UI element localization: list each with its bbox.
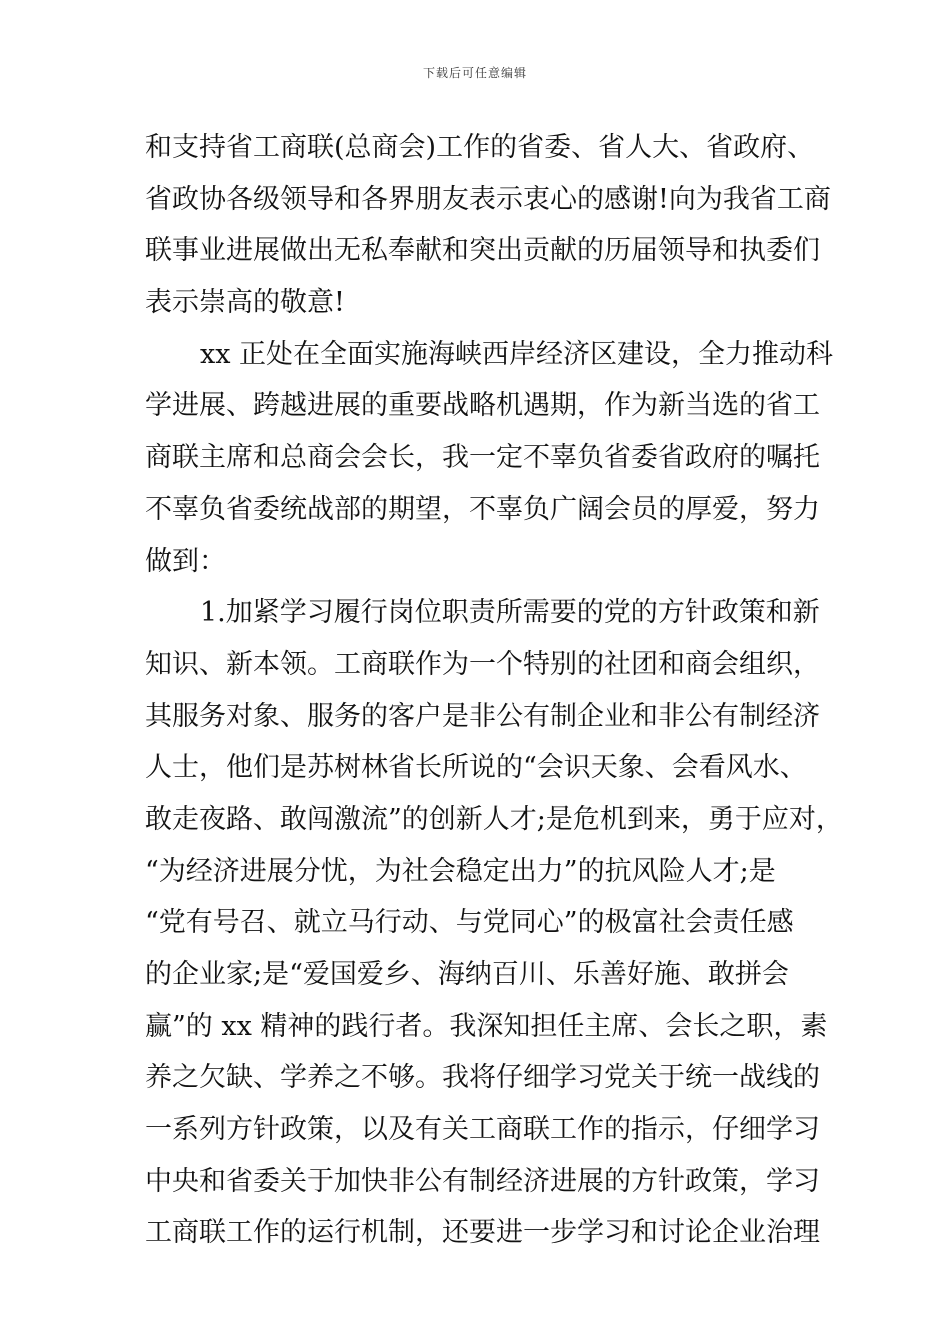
text-line: 赢”的 xx 精神的践行者。我深知担任主席、会长之职，素	[145, 1010, 828, 1042]
text-line: 敢走夜路、敢闯激流”的创新人才;是危机到来，勇于应对，	[145, 803, 843, 835]
text-line: “为经济进展分忧，为社会稳定出力”的抗风险人才;是	[145, 855, 776, 887]
text-line: 工商联工作的运行机制，还要进一步学习和讨论企业治理	[145, 1217, 820, 1249]
text-line: 中央和省委关于加快非公有制经济进展的方针政策，学习	[145, 1165, 820, 1197]
text-line: 商联主席和总商会会长，我一定不辜负省委省政府的嘱托	[145, 442, 820, 474]
text-line: 省政协各级领导和各界朋友表示衷心的感谢!向为我省工商	[145, 183, 831, 215]
text-line: 表示崇高的敬意!	[145, 287, 345, 319]
page-header: 下载后可任意编辑	[422, 66, 527, 80]
text-line: 人士，他们是苏树林省长所说的“会识天象、会看风水、	[145, 752, 807, 784]
text-line: 其服务对象、服务的客户是非公有制企业和非公有制经济	[145, 700, 820, 732]
text-line: 一系列方针政策，以及有关工商联工作的指示，仔细学习	[145, 1114, 820, 1146]
text-line: 不辜负省委统战部的期望，不辜负广阔会员的厚爱，努力	[145, 493, 820, 525]
text-line: 和支持省工商联(总商会)工作的省委、省人大、省政府、	[145, 132, 815, 163]
text-line: “党有号召、就立马行动、与党同心”的极富社会责任感	[145, 907, 794, 939]
text-line: 养之欠缺、学养之不够。我将仔细学习党关于统一战线的	[145, 1062, 820, 1094]
text-line: 做到：	[145, 545, 226, 577]
text-line: 联事业进展做出无私奉献和突出贡献的历届领导和执委们	[145, 235, 820, 267]
document-body	[145, 122, 843, 1259]
paragraph-start-line: 1.加紧学习履行岗位职责所需要的党的方针政策和新	[200, 597, 820, 629]
text-line: 的企业家;是“爱国爱乡、海纳百川、乐善好施、敢拼会	[145, 959, 789, 990]
text-line: 知识、新本领。工商联作为一个特别的社团和商会组织，	[145, 648, 820, 680]
text-line: 学进展、跨越进展的重要战略机遇期，作为新当选的省工	[145, 390, 820, 422]
paragraph-start-line: xx 正处在全面实施海峡西岸经济区建设，全力推动科	[200, 338, 834, 370]
